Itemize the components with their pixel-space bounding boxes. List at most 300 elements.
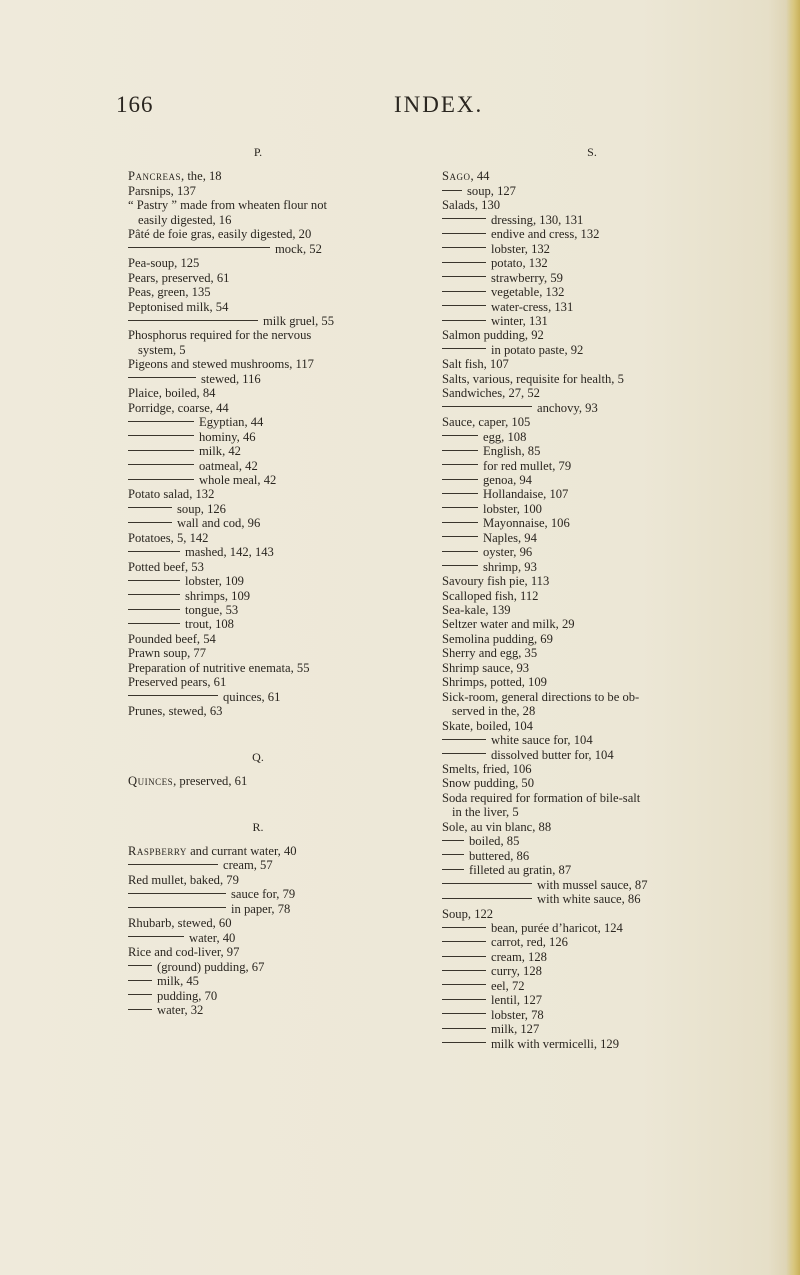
index-subentry: [442, 921, 742, 935]
entry-text: system, 5: [138, 342, 186, 357]
ditto-rule: [128, 907, 226, 908]
ditto-rule: [442, 305, 486, 306]
entry-text: potato, 132: [491, 256, 548, 271]
entry-text: milk, 42: [199, 444, 241, 459]
entry-text: mock, 52: [275, 241, 322, 256]
entry-text: pudding, 70: [157, 988, 218, 1003]
index-entry: [442, 328, 742, 342]
index-entry: [442, 415, 742, 429]
entry-text: Potatoes, 5, 142: [128, 530, 209, 545]
index-entry: [128, 916, 428, 930]
index-entry: [128, 401, 428, 415]
entry-text: Pears, preserved, 61: [128, 270, 230, 285]
entry-text: Pounded beef, 54: [128, 631, 216, 646]
section-letter: [442, 145, 742, 159]
ditto-rule: [128, 893, 226, 894]
ditto-rule: [442, 291, 486, 292]
entry-text: Snow pudding, 50: [442, 776, 535, 791]
index-subentry: [442, 213, 742, 227]
ditto-rule: [442, 840, 464, 841]
entry-text: Pigeons and stewed mushrooms, 117: [128, 357, 314, 372]
entry-text: curry, 128: [491, 964, 542, 979]
entry-lead-word: Quinces: [128, 774, 174, 789]
entry-text: and currant water, 40: [186, 843, 297, 858]
entry-text: milk, 45: [157, 974, 199, 989]
entry-text: Pea-soup, 125: [128, 256, 200, 271]
index-entry: [128, 271, 428, 285]
index-subentry: [128, 415, 428, 429]
ditto-rule: [128, 609, 180, 610]
entry-text: Red mullet, baked, 79: [128, 872, 239, 887]
ditto-rule: [442, 753, 486, 754]
entry-text: , preserved, 61: [173, 774, 248, 789]
entry-text: Prawn soup, 77: [128, 646, 207, 661]
index-subentry: [442, 314, 742, 328]
ditto-rule: [442, 435, 478, 436]
entry-text: anchovy, 93: [537, 400, 598, 415]
index-subentry: [128, 690, 428, 704]
index-subentry: [442, 878, 742, 892]
section-letter: [128, 145, 388, 159]
index-subentry: [128, 902, 428, 916]
ditto-rule: [442, 941, 486, 942]
index-subentry: [442, 950, 742, 964]
index-subentry: [442, 748, 742, 762]
entry-text: shrimps, 109: [185, 588, 251, 603]
index-entry: [128, 198, 428, 212]
entry-text: cream, 128: [491, 949, 547, 964]
entry-text: with white sauce, 86: [537, 892, 641, 907]
index-entry: [442, 907, 742, 921]
index-entry: [128, 632, 428, 646]
entry-text: buttered, 86: [469, 848, 530, 863]
entry-text: eel, 72: [491, 978, 525, 993]
index-subentry: [128, 372, 428, 386]
ditto-rule: [442, 1028, 486, 1029]
index-entry: [128, 285, 428, 299]
index-subentry: [128, 444, 428, 458]
ditto-rule: [128, 980, 152, 981]
index-entry: [128, 646, 428, 660]
entry-text: Shrimp sauce, 93: [442, 660, 530, 675]
index-subentry: [442, 256, 742, 270]
index-subentry: [442, 300, 742, 314]
ditto-rule: [128, 377, 196, 378]
index-entry: [442, 603, 742, 617]
index-subentry: [442, 849, 742, 863]
entry-text: Seltzer water and milk, 29: [442, 617, 575, 632]
index-subentry: [442, 560, 742, 574]
index-subentry: [128, 887, 428, 901]
entry-text: Naples, 94: [483, 530, 537, 545]
entry-text: served in the, 28: [452, 704, 536, 719]
ditto-rule: [442, 247, 486, 248]
ditto-rule: [128, 247, 270, 248]
entry-text: vegetable, 132: [491, 285, 565, 300]
index-entry: [442, 589, 742, 603]
ditto-rule: [442, 1042, 486, 1043]
index-entry: [128, 184, 428, 198]
ditto-rule: [442, 493, 478, 494]
entry-text: Savoury fish pie, 113: [442, 574, 550, 589]
index-entry: [442, 617, 742, 631]
entry-text: Salts, various, requisite for health, 5: [442, 371, 624, 386]
entry-text: , the, 18: [181, 169, 222, 184]
index-entry-continuation: [128, 343, 428, 357]
entry-text: Smelts, fried, 106: [442, 762, 532, 777]
entry-text: in potato paste, 92: [491, 342, 584, 357]
ditto-rule: [128, 522, 172, 523]
entry-text: hominy, 46: [199, 429, 256, 444]
index-subentry: [128, 1003, 428, 1017]
index-subentry: [442, 834, 742, 848]
index-entry: [442, 690, 742, 704]
index-entry: [442, 820, 742, 834]
entry-text: lentil, 127: [491, 993, 543, 1008]
index-subentry: [128, 858, 428, 872]
index-subentry: [442, 459, 742, 473]
ditto-rule: [442, 320, 486, 321]
entry-text: egg, 108: [483, 429, 527, 444]
entry-text: easily digested, 16: [138, 212, 232, 227]
entry-lead-word: Raspberry: [128, 843, 187, 858]
entry-text: bean, purée d’haricot, 124: [491, 921, 623, 935]
ditto-rule: [442, 551, 478, 552]
entry-text: Sherry and egg, 35: [442, 646, 538, 661]
index-subentry: [442, 1022, 742, 1036]
ditto-rule: [442, 927, 486, 928]
entry-text: oatmeal, 42: [199, 458, 258, 473]
ditto-rule: [442, 190, 462, 191]
entry-text: in paper, 78: [231, 901, 291, 916]
entry-text: Salmon pudding, 92: [442, 328, 544, 343]
entry-text: filleted au gratin, 87: [469, 863, 572, 878]
index-column-left: [128, 145, 428, 1017]
entry-text: in the liver, 5: [452, 805, 519, 820]
index-entry: [442, 198, 742, 212]
index-subentry: [128, 459, 428, 473]
entry-text: Rhubarb, stewed, 60: [128, 916, 232, 931]
ditto-rule: [128, 479, 194, 480]
ditto-rule: [128, 320, 258, 321]
index-entry: [128, 328, 428, 342]
index-subentry: [128, 473, 428, 487]
ditto-rule: [442, 479, 478, 480]
entry-text: Sole, au vin blanc, 88: [442, 819, 552, 834]
index-subentry: [442, 343, 742, 357]
index-subentry: [128, 989, 428, 1003]
index-entry: [442, 169, 742, 183]
entry-text: Prunes, stewed, 63: [128, 704, 223, 719]
index-entry: [128, 774, 428, 788]
ditto-rule: [442, 999, 486, 1000]
section-letter: [128, 820, 388, 834]
index-subentry: [442, 271, 742, 285]
index-subentry: [442, 892, 742, 906]
section-letter-text: Q.: [252, 749, 264, 764]
entry-text: soup, 127: [467, 183, 516, 198]
entry-text: lobster, 78: [491, 1007, 544, 1022]
index-subentry: [442, 487, 742, 501]
section-gap: [128, 764, 428, 774]
index-subentry: [442, 964, 742, 978]
entry-text: Shrimps, potted, 109: [442, 675, 547, 690]
ditto-rule: [442, 984, 486, 985]
ditto-rule: [442, 233, 486, 234]
index-entry: [128, 661, 428, 675]
entry-text: strawberry, 59: [491, 270, 563, 285]
index-subentry: [442, 531, 742, 545]
entry-text: “ Pastry ” made from wheaten flour not: [128, 198, 327, 213]
entry-text: Parsnips, 137: [128, 183, 196, 198]
entry-text: milk, 127: [491, 1022, 540, 1037]
index-entry: [442, 632, 742, 646]
ditto-rule: [128, 1009, 152, 1010]
entry-text: Potted beef, 53: [128, 559, 204, 574]
entry-text: Porridge, coarse, 44: [128, 400, 229, 415]
index-subentry: [442, 401, 742, 415]
entry-text: carrot, red, 126: [491, 935, 568, 950]
entry-text: boiled, 85: [469, 834, 520, 849]
entry-text: English, 85: [483, 444, 541, 459]
index-entry: [128, 487, 428, 501]
entry-lead-word: Pancreas: [128, 169, 182, 184]
ditto-rule: [442, 406, 532, 407]
entry-text: lobster, 100: [483, 501, 542, 516]
section-gap: [128, 159, 428, 169]
entry-text: Peptonised milk, 54: [128, 299, 229, 314]
index-subentry: [128, 603, 428, 617]
index-entry: [442, 574, 742, 588]
ditto-rule: [442, 348, 486, 349]
index-subentry: [442, 473, 742, 487]
section-gap: [128, 789, 428, 820]
index-subentry: [442, 979, 742, 993]
entry-text: Plaice, boiled, 84: [128, 386, 216, 401]
section-gap: [442, 159, 742, 169]
entry-text: Soda required for formation of bile-salt: [442, 790, 641, 805]
index-subentry: [442, 733, 742, 747]
index-subentry: [442, 444, 742, 458]
index-subentry: [442, 545, 742, 559]
index-entry-continuation: [442, 805, 742, 819]
entry-text: Hollandaise, 107: [483, 487, 569, 502]
entry-text: (ground) pudding, 67: [157, 959, 265, 974]
entry-text: water-cress, 131: [491, 299, 574, 314]
index-subentry: [128, 242, 428, 256]
index-subentry: [442, 227, 742, 241]
page-header: [0, 92, 800, 132]
index-entry: [442, 762, 742, 776]
index-entry: [128, 945, 428, 959]
ditto-rule: [128, 464, 194, 465]
index-entry: [442, 791, 742, 805]
index-entry: [128, 844, 428, 858]
entry-text: Salads, 130: [442, 198, 501, 213]
ditto-rule: [128, 594, 180, 595]
ditto-rule: [442, 970, 486, 971]
entry-text: milk gruel, 55: [263, 313, 335, 328]
entry-text: Preparation of nutritive enemata, 55: [128, 660, 310, 675]
index-subentry: [128, 974, 428, 988]
index-subentry: [128, 502, 428, 516]
entry-text: Rice and cod-liver, 97: [128, 945, 240, 960]
entry-text: soup, 126: [177, 501, 226, 516]
index-entry: [128, 675, 428, 689]
index-entry: [442, 386, 742, 400]
entry-text: Peas, green, 135: [128, 285, 211, 300]
ditto-rule: [442, 883, 532, 884]
index-entry: [128, 704, 428, 718]
index-entry: [442, 646, 742, 660]
index-subentry: [128, 574, 428, 588]
ditto-rule: [442, 739, 486, 740]
entry-text: tongue, 53: [185, 603, 239, 618]
entry-text: endive and cress, 132: [491, 227, 600, 242]
entry-text: Soup, 122: [442, 906, 494, 921]
entry-text: , 44: [470, 169, 490, 184]
section-letter-text: S.: [587, 145, 597, 159]
entry-text: white sauce for, 104: [491, 733, 593, 748]
index-entry: [442, 776, 742, 790]
index-entry: [128, 560, 428, 574]
entry-text: trout, 108: [185, 617, 234, 632]
section-gap: [128, 834, 428, 844]
ditto-rule: [128, 965, 152, 966]
ditto-rule: [128, 936, 184, 937]
ditto-rule: [128, 695, 218, 696]
entry-text: whole meal, 42: [199, 472, 277, 487]
ditto-rule: [442, 218, 486, 219]
index-subentry: [442, 993, 742, 1007]
entry-text: Egyptian, 44: [199, 415, 264, 430]
index-entry: [128, 256, 428, 270]
entry-text: stewed, 116: [201, 371, 261, 386]
entry-text: Salt fish, 107: [442, 357, 509, 372]
entry-text: mashed, 142, 143: [185, 545, 274, 560]
ditto-rule: [442, 1013, 486, 1014]
index-entry: [128, 169, 428, 183]
ditto-rule: [442, 854, 464, 855]
ditto-rule: [128, 435, 194, 436]
entry-text: Pâté de foie gras, easily digested, 20: [128, 227, 312, 242]
index-entry: [128, 531, 428, 545]
entry-text: lobster, 109: [185, 574, 244, 589]
index-subentry: [442, 184, 742, 198]
entry-text: Scalloped fish, 112: [442, 588, 539, 603]
ditto-rule: [128, 580, 180, 581]
ditto-rule: [442, 536, 478, 537]
index-entry: [442, 719, 742, 733]
entry-text: water, 32: [157, 1002, 204, 1017]
ditto-rule: [128, 994, 152, 995]
entry-text: oyster, 96: [483, 545, 533, 560]
entry-text: sauce for, 79: [231, 887, 296, 902]
index-subentry: [442, 285, 742, 299]
ditto-rule: [128, 551, 180, 552]
entry-text: water, 40: [189, 930, 236, 945]
index-subentry: [128, 617, 428, 631]
index-subentry: [128, 516, 428, 530]
index-subentry: [442, 1008, 742, 1022]
index-entry: [128, 386, 428, 400]
entry-text: Skate, boiled, 104: [442, 718, 533, 733]
entry-text: wall and cod, 96: [177, 516, 261, 531]
index-subentry: [128, 931, 428, 945]
ditto-rule: [442, 898, 532, 899]
index-entry: [442, 675, 742, 689]
index-subentry: [128, 545, 428, 559]
entry-text: quinces, 61: [223, 689, 281, 704]
ditto-rule: [442, 262, 486, 263]
entry-text: Phosphorus required for the nervous: [128, 328, 312, 343]
entry-text: Sea-kale, 139: [442, 603, 511, 618]
index-subentry: [442, 935, 742, 949]
entry-lead-word: Sago: [442, 169, 471, 184]
section-gap: [128, 719, 428, 750]
index-subentry: [442, 1037, 742, 1051]
index-entry: [128, 357, 428, 371]
ditto-rule: [128, 507, 172, 508]
entry-text: for red mullet, 79: [483, 458, 572, 473]
entry-text: dressing, 130, 131: [491, 212, 584, 227]
entry-text: cream, 57: [223, 858, 273, 873]
ditto-rule: [442, 464, 478, 465]
entry-text: with mussel sauce, 87: [537, 877, 648, 892]
index-subentry: [128, 430, 428, 444]
entry-text: Sandwiches, 27, 52: [442, 386, 540, 401]
entry-text: dissolved butter for, 104: [491, 747, 614, 762]
index-subentry: [128, 314, 428, 328]
index-entry: [442, 661, 742, 675]
ditto-rule: [128, 421, 194, 422]
index-subentry: [442, 516, 742, 530]
ditto-rule: [128, 450, 194, 451]
entry-text: Potato salad, 132: [128, 487, 215, 502]
index-column-right: [442, 145, 742, 1051]
section-letter-text: P.: [253, 145, 263, 159]
section-letter-text: R.: [252, 819, 264, 834]
entry-text: Sauce, caper, 105: [442, 415, 531, 430]
ditto-rule: [442, 956, 486, 957]
ditto-rule: [442, 869, 464, 870]
index-subentry: [128, 589, 428, 603]
ditto-rule: [442, 565, 478, 566]
entry-text: Preserved pears, 61: [128, 675, 227, 690]
entry-text: Sick-room, general directions to be ob-: [442, 689, 640, 704]
index-subentry: [442, 863, 742, 877]
index-entry: [128, 300, 428, 314]
entry-text: shrimp, 93: [483, 559, 537, 574]
index-entry-continuation: [442, 704, 742, 718]
entry-text: Mayonnaise, 106: [483, 516, 570, 531]
index-entry: [128, 227, 428, 241]
page-number: 166: [116, 92, 154, 117]
index-subentry: [128, 960, 428, 974]
index-entry: [442, 372, 742, 386]
page-edge: [786, 0, 800, 1275]
entry-text: milk with vermicelli, 129: [491, 1036, 620, 1051]
ditto-rule: [442, 522, 478, 523]
ditto-rule: [442, 276, 486, 277]
running-title: INDEX.: [394, 92, 484, 117]
ditto-rule: [442, 507, 478, 508]
ditto-rule: [442, 450, 478, 451]
index-subentry: [442, 502, 742, 516]
index-subentry: [442, 242, 742, 256]
entry-text: Semolina pudding, 69: [442, 631, 553, 646]
index-subentry: [442, 430, 742, 444]
